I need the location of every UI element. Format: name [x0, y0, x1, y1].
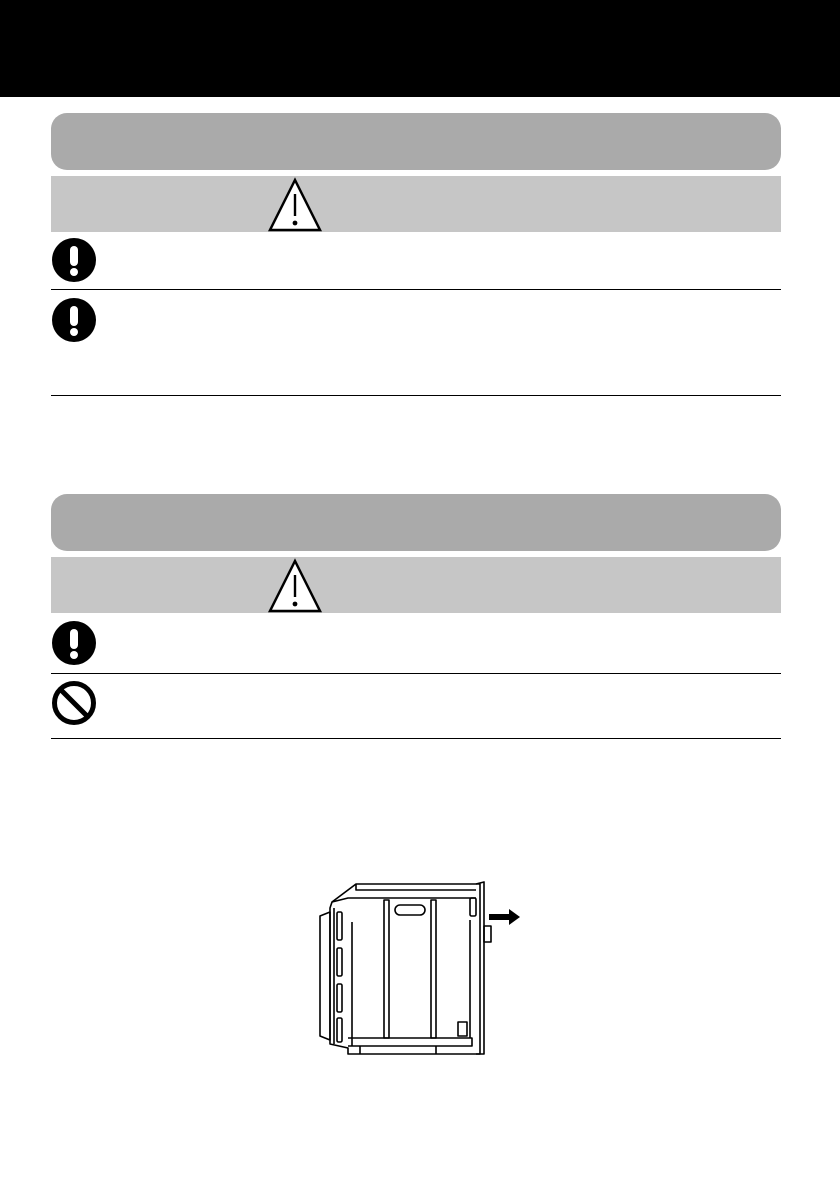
- divider: [51, 289, 781, 290]
- mandatory-exclamation-icon: [51, 620, 97, 666]
- pull-out-arrow-icon: [489, 909, 520, 925]
- top-bar: [0, 0, 840, 97]
- section-header-1: [51, 113, 781, 170]
- warning-triangle-icon: [267, 558, 323, 613]
- warning-band-1: [51, 176, 781, 232]
- warning-band-2: [51, 557, 781, 613]
- oven-cavity-side-view: [308, 878, 533, 1060]
- warning-triangle-icon: [267, 177, 323, 232]
- divider: [51, 395, 781, 396]
- section-header-2: [51, 494, 781, 551]
- prohibition-icon: [51, 680, 97, 726]
- divider: [51, 738, 781, 739]
- mandatory-exclamation-icon: [51, 297, 97, 343]
- mandatory-exclamation-icon: [51, 237, 97, 283]
- divider: [51, 673, 781, 674]
